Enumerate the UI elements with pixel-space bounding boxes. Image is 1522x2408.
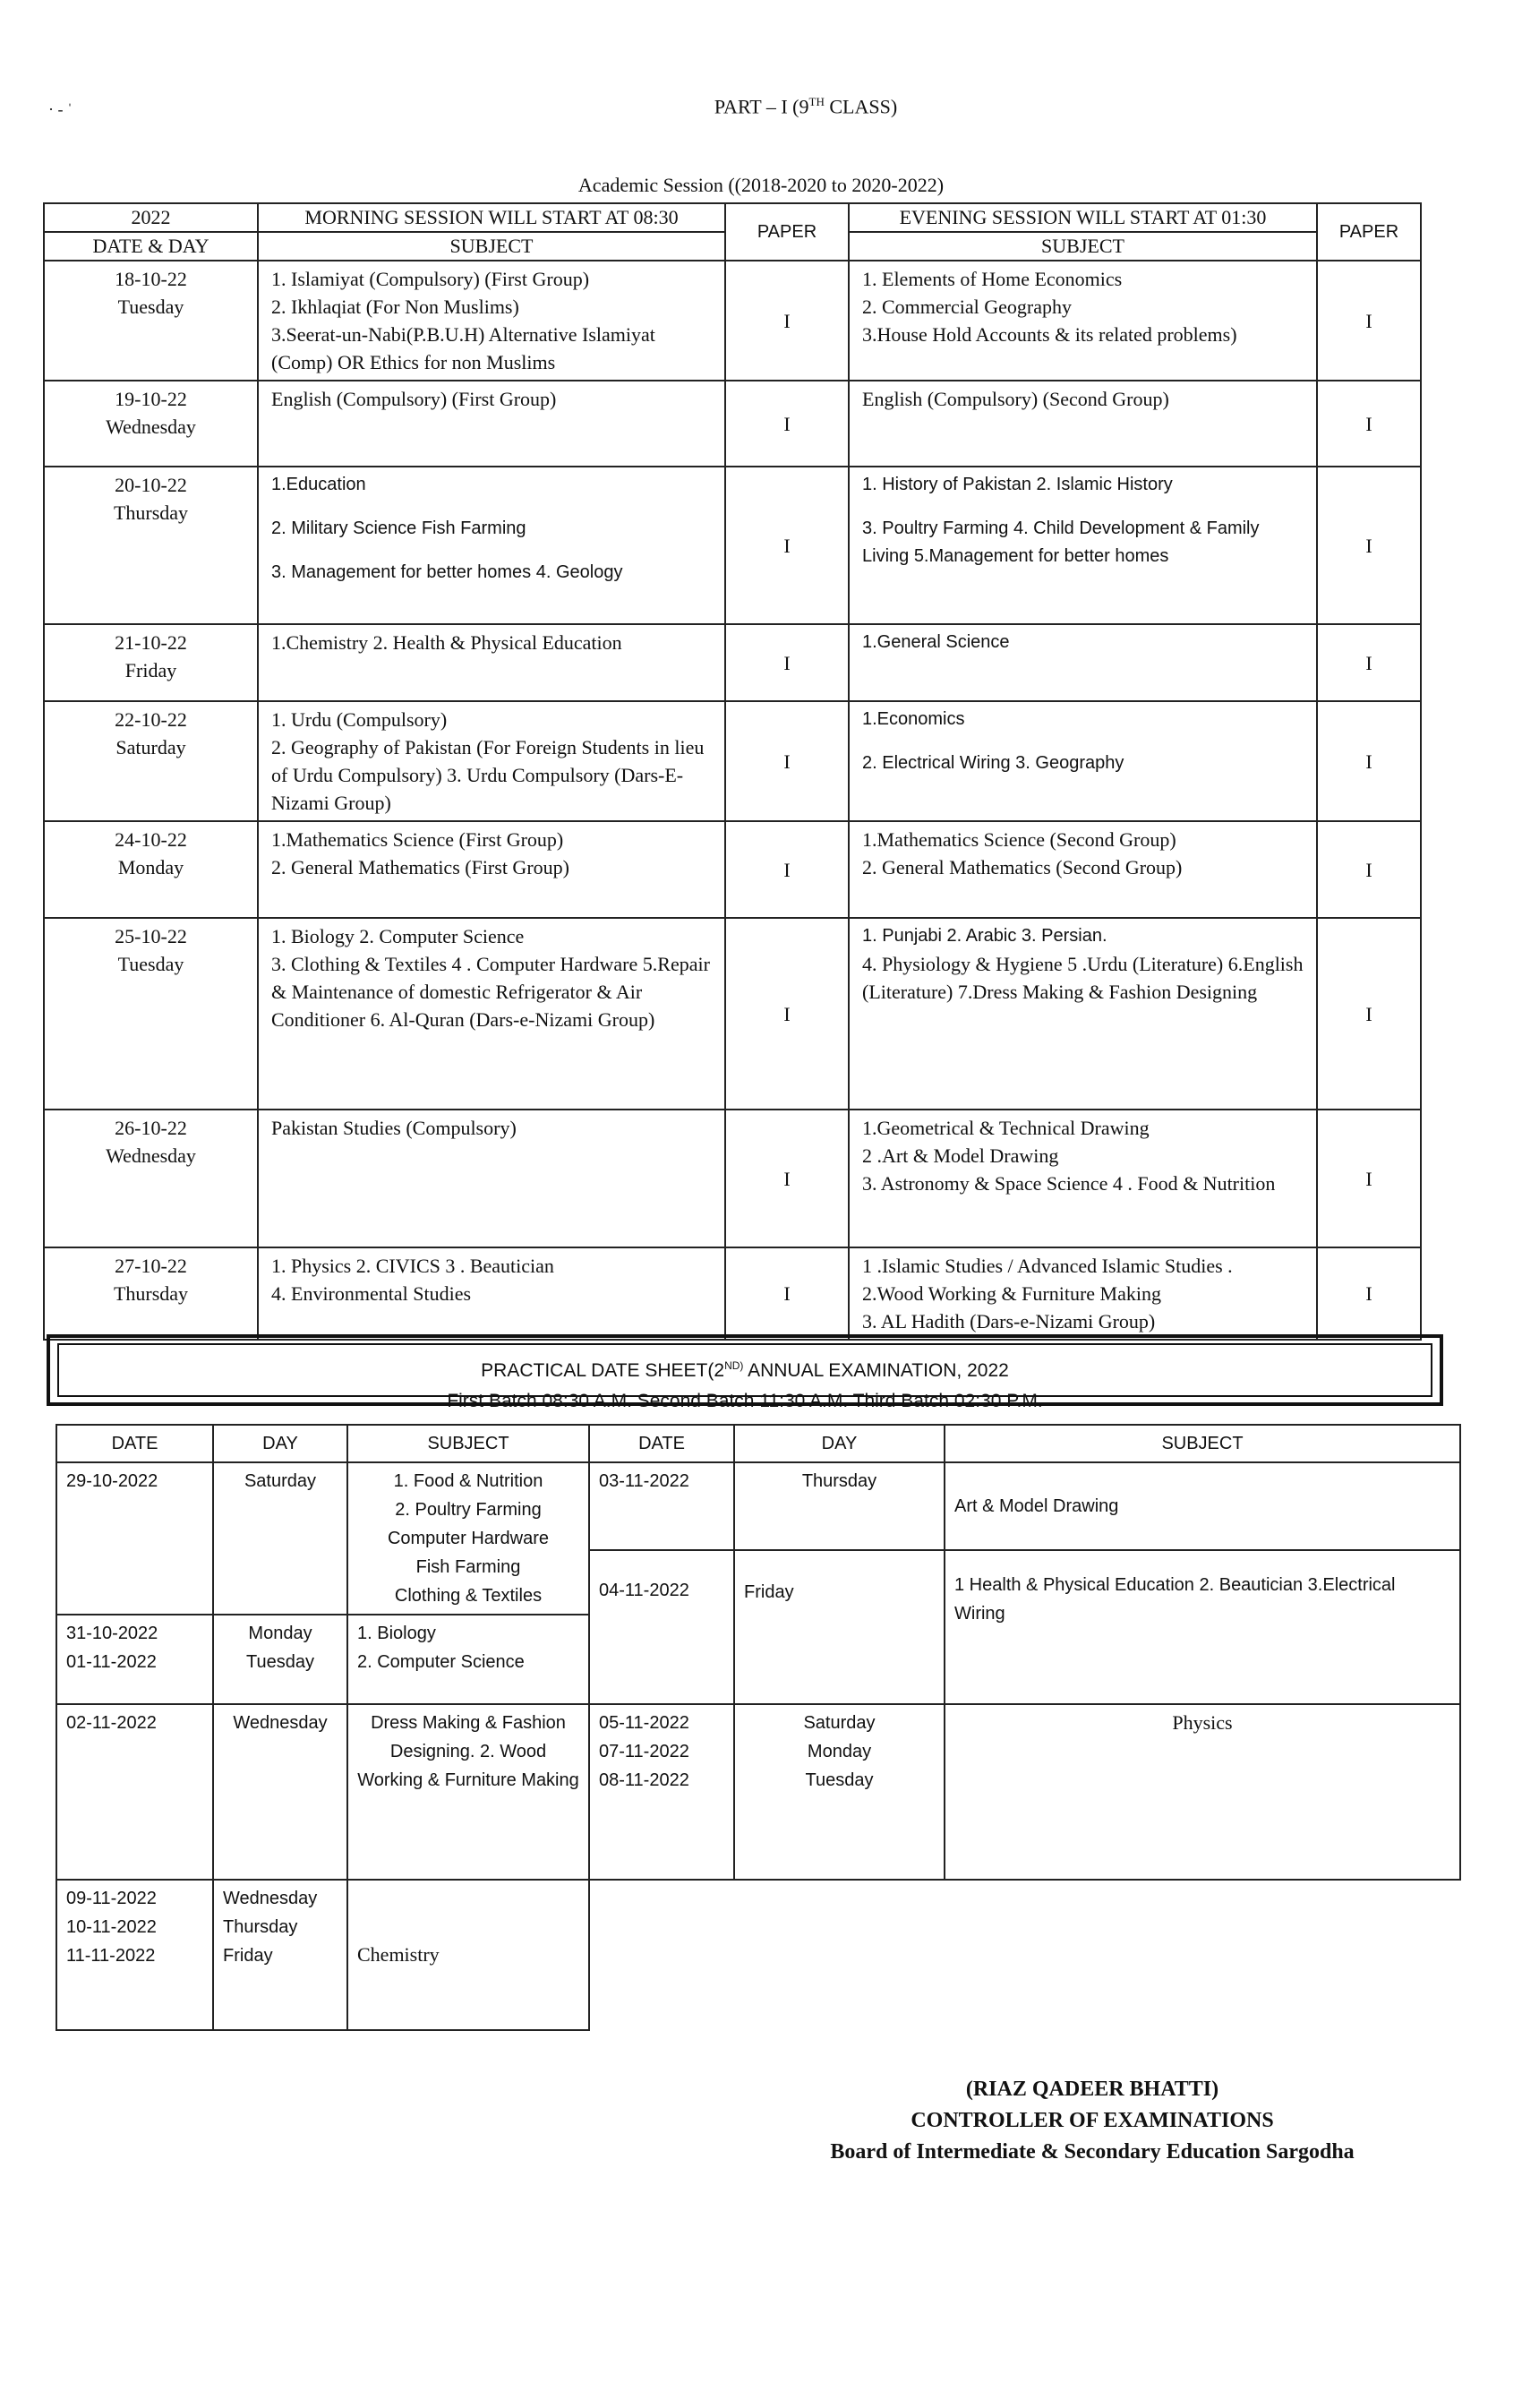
exam-date: 22-10-22 <box>115 708 187 731</box>
exam-date: 20-10-22 <box>115 474 187 496</box>
subject-line: 2. Ikhlaqiat (For Non Muslims) <box>271 296 519 318</box>
morning-session-header: MORNING SESSION WILL START AT 08:30 <box>258 203 725 232</box>
practical-subject-cell: Art & Model Drawing <box>945 1462 1460 1550</box>
practical-day-cell <box>213 1880 347 2030</box>
paper-cell: I <box>1317 701 1421 821</box>
exam-row <box>44 624 1421 701</box>
evening-subject-cell <box>849 261 1317 381</box>
practical-day-cell <box>213 1615 347 1704</box>
exam-row <box>44 701 1421 821</box>
date-header: DATE <box>589 1425 734 1462</box>
practical-subject-line: Fish Farming <box>415 1557 521 1577</box>
practical-subject-cell <box>347 1615 589 1704</box>
practical-date-line: 07-11-2022 <box>599 1742 689 1761</box>
controller-designation: CONTROLLER OF EXAMINATIONS <box>911 2109 1274 2132</box>
exam-date: 27-10-22 <box>115 1255 187 1277</box>
exam-date: 25-10-22 <box>115 925 187 947</box>
paper-cell: I <box>725 821 849 918</box>
subject-line: 3. Astronomy & Space Science 4 . Food & Nutrition <box>862 1172 1276 1195</box>
exam-day: Wednesday <box>106 416 196 438</box>
practical-date-line: 29-10-2022 <box>66 1471 158 1491</box>
morning-subject-cell <box>258 821 725 918</box>
exam-day: Saturday <box>115 736 186 758</box>
paper-cell: I <box>1317 624 1421 701</box>
subject-line: 1. History of Pakistan 2. Islamic History <box>862 475 1173 494</box>
practical-date-line: 02-11-2022 <box>66 1713 157 1733</box>
practical-subject-cell <box>347 1880 589 2030</box>
paper-header: PAPER <box>725 203 849 261</box>
exam-day: Tuesday <box>117 953 184 975</box>
evening-subject-cell <box>849 1247 1317 1340</box>
subject-line: English (Compulsory) (First Group) <box>271 388 557 410</box>
subject-line: 2. Commercial Geography <box>862 296 1072 318</box>
practical-date-line: 04-11-2022 <box>599 1581 689 1600</box>
subject-line: 3. Management for better homes 4. Geology <box>271 562 623 582</box>
exam-date: 21-10-22 <box>115 631 187 654</box>
paper-cell: I <box>725 918 849 1110</box>
subject-header: SUBJECT <box>945 1425 1460 1462</box>
practical-batch-times: First Batch 08:30 A.M. Second Batch 11:30 A.M. Third Batch 02:30 P.M. <box>447 1391 1043 1411</box>
paper-cell: I <box>1317 467 1421 624</box>
controller-name: (RIAZ QADEER BHATTI) <box>965 2078 1219 2101</box>
date-day-cell <box>44 1247 258 1340</box>
date-day-cell <box>44 701 258 821</box>
subject-line: 4. Physiology & Hygiene 5 .Urdu (Literature) 6.English (Literature) 7.Dress Making & Fashion Designing <box>862 953 1304 1003</box>
practical-date-line: 11-11-2022 <box>66 1946 156 1966</box>
subject-line: 2. General Mathematics (Second Group) <box>862 856 1183 878</box>
morning-subject-cell <box>258 467 725 624</box>
practical-date-cell <box>56 1704 213 1880</box>
practical-row <box>56 1880 1460 2030</box>
exam-date: 19-10-22 <box>115 388 187 410</box>
practical-day-line: Monday <box>248 1624 312 1643</box>
practical-day-cell <box>734 1462 945 1550</box>
practical-banner <box>47 1334 1443 1411</box>
signature-block <box>627 2074 1522 2168</box>
morning-subject-cell <box>258 1247 725 1340</box>
subject-line: 1.Mathematics Science (First Group) <box>271 828 564 851</box>
empty-area <box>589 1880 1460 2030</box>
practical-subject-line: Computer Hardware <box>387 1529 550 1548</box>
exam-row <box>44 467 1421 624</box>
evening-subject-cell <box>849 821 1317 918</box>
practical-day-cell <box>213 1704 347 1880</box>
exam-day: Wednesday <box>106 1144 196 1167</box>
date-day-cell <box>44 821 258 918</box>
subject-line: 1. Islamiyat (Compulsory) (First Group) <box>271 268 590 290</box>
practical-date-cell <box>589 1550 734 1704</box>
subject-line: 1. Elements of Home Economics <box>862 268 1123 290</box>
morning-subject-cell <box>258 1110 725 1247</box>
practical-date-line: 09-11-2022 <box>66 1889 157 1908</box>
evening-subject-cell <box>849 381 1317 467</box>
date-day-header: DATE & DAY <box>44 232 258 261</box>
practical-day-line: Wednesday <box>223 1889 318 1908</box>
morning-subject-cell <box>258 918 725 1110</box>
practical-subject-line: Dress Making & Fashion Designing. 2. Wood Working & Furniture Making <box>357 1713 579 1790</box>
date-header: DATE <box>56 1425 213 1462</box>
practical-day-cell <box>734 1704 945 1880</box>
subject-line: 2. Geography of Pakistan (For Foreign Students in lieu of Urdu Compulsory) 3. Urdu Compulsory (Dars-E-Nizami Group) <box>271 736 705 814</box>
subject-header: SUBJECT <box>849 232 1317 261</box>
subject-line: 1. Physics 2. CIVICS 3 . Beautician <box>271 1255 554 1277</box>
evening-subject-cell <box>849 1110 1317 1247</box>
date-day-cell <box>44 1110 258 1247</box>
practical-subject-line: 2. Computer Science <box>357 1652 525 1672</box>
subject-line: 1.General Science <box>862 632 1010 652</box>
practical-date-line: 10-11-2022 <box>66 1917 157 1937</box>
scan-mark: · ‐ ˈ <box>48 100 73 118</box>
practical-subject-cell <box>347 1704 589 1880</box>
subject-line: 1. Punjabi 2. Arabic 3. Persian. <box>862 926 1107 946</box>
subject-line: 1. Urdu (Compulsory) <box>271 708 448 731</box>
date-day-cell <box>44 624 258 701</box>
practical-day-cell <box>213 1462 347 1615</box>
subject-line: 2. Electrical Wiring 3. Geography <box>862 753 1124 773</box>
practical-subject-cell: 1 Health & Physical Education 2. Beautician 3.Electrical Wiring <box>945 1550 1460 1704</box>
exam-row <box>44 381 1421 467</box>
exam-day: Friday <box>124 659 177 681</box>
subject-line: 1.Mathematics Science (Second Group) <box>862 828 1176 851</box>
exam-row <box>44 1110 1421 1247</box>
exam-date: 26-10-22 <box>115 1117 187 1139</box>
practical-day-line: Monday <box>807 1742 872 1761</box>
practical-subject-line: 2. Poultry Farming <box>395 1500 542 1520</box>
date-day-cell <box>44 381 258 467</box>
practical-date-cell <box>589 1462 734 1550</box>
subject-line: 2. General Mathematics (First Group) <box>271 856 569 878</box>
paper-cell: I <box>725 1110 849 1247</box>
paper-cell: I <box>1317 261 1421 381</box>
day-header: DAY <box>734 1425 945 1462</box>
subject-line: 4. Environmental Studies <box>271 1282 472 1305</box>
practical-row <box>56 1462 1460 1550</box>
paper-cell: I <box>1317 381 1421 467</box>
practical-date-cell <box>56 1880 213 2030</box>
subject-header: SUBJECT <box>347 1425 589 1462</box>
paper-cell: I <box>725 261 849 381</box>
subject-header: SUBJECT <box>258 232 725 261</box>
subject-line: 2. Military Science Fish Farming <box>271 518 526 538</box>
exam-date: 24-10-22 <box>115 828 187 851</box>
date-day-cell <box>44 918 258 1110</box>
subject-line: 3. Clothing & Textiles 4 . Computer Hardware 5.Repair & Maintenance of domestic Refrigerator & Air Conditioner 6. Al-Quran (Dars-e-Nizami Group) <box>271 953 710 1031</box>
exam-row <box>44 1247 1421 1340</box>
subject-line: 3. Poultry Farming 4. Child Development & Family Living 5.Management for better homes <box>862 518 1260 566</box>
paper-cell: I <box>1317 1247 1421 1340</box>
practical-row <box>56 1704 1460 1880</box>
practical-day-line: Tuesday <box>246 1652 314 1672</box>
practical-day-line: Saturday <box>803 1713 876 1733</box>
subject-line: 3.House Hold Accounts & its related problems) <box>862 323 1237 346</box>
practical-day-line: Friday <box>223 1946 273 1966</box>
practical-date-line: 03-11-2022 <box>599 1471 689 1491</box>
date-day-cell <box>44 467 258 624</box>
exam-row <box>44 261 1421 381</box>
exam-date: 18-10-22 <box>115 268 187 290</box>
practical-subject-cell <box>347 1462 589 1615</box>
practical-date-line: 31-10-2022 <box>66 1624 158 1643</box>
morning-subject-cell <box>258 701 725 821</box>
subject-line: Pakistan Studies (Compulsory) <box>271 1117 517 1139</box>
practical-date-cell <box>56 1615 213 1704</box>
practical-day-line: Saturday <box>244 1471 317 1491</box>
year-header: 2022 <box>44 203 258 232</box>
practical-subject-cell: Physics <box>945 1704 1460 1880</box>
exam-row <box>44 918 1421 1110</box>
practical-date-cell <box>56 1462 213 1615</box>
practical-date-line: 05-11-2022 <box>599 1713 689 1733</box>
exam-day: Tuesday <box>117 296 184 318</box>
practical-subject-line: 1. Biology <box>357 1624 436 1643</box>
practical-date-sheet-table <box>56 1424 1461 2031</box>
practical-subject-line: Clothing & Textiles <box>394 1586 543 1606</box>
subject-line: 3.Seerat-un-Nabi(P.B.U.H) Alternative Islamiyat (Comp) OR Ethics for non Muslims <box>271 323 655 373</box>
practical-day-cell <box>734 1550 945 1704</box>
morning-subject-cell <box>258 261 725 381</box>
paper-cell: I <box>1317 1110 1421 1247</box>
practical-banner-title: PRACTICAL DATE $SHEET(2^{ND)}$ ANNUAL EXAMINATION, 2022 <box>481 1359 1009 1381</box>
paper-cell: I <box>725 624 849 701</box>
practical-day-line: Wednesday <box>233 1713 328 1733</box>
paper-cell: I <box>725 701 849 821</box>
practical-day-line: Friday <box>744 1582 794 1602</box>
morning-subject-cell <box>258 624 725 701</box>
practical-date-cell <box>589 1704 734 1880</box>
subject-line: 1. Biology 2. Computer Science <box>271 925 525 947</box>
academic-session: Academic Session ((2018-2020 to 2020-2022) <box>577 174 945 196</box>
morning-subject-cell <box>258 381 725 467</box>
subject-line: 1.Geometrical & Technical Drawing <box>862 1117 1150 1139</box>
subject-line: 2 .Art & Model Drawing <box>862 1144 1059 1167</box>
subject-line: 1.Education <box>271 475 366 494</box>
date-day-cell <box>44 261 258 381</box>
board-name: Board of Intermediate & Secondary Education Sargodha <box>830 2140 1355 2164</box>
paper-cell: I <box>1317 821 1421 918</box>
practical-day-line: Tuesday <box>805 1770 874 1790</box>
exam-day: Monday <box>117 856 184 878</box>
subject-line: 1 .Islamic Studies / Advanced Islamic Studies . <box>862 1255 1233 1277</box>
paper-cell: I <box>725 467 849 624</box>
practical-subject-line: Chemistry <box>357 1943 440 1966</box>
page-title: PART – I (9TH CLASS) <box>714 95 898 118</box>
evening-subject-cell <box>849 701 1317 821</box>
paper-header: PAPER <box>1317 203 1421 261</box>
evening-subject-cell <box>849 624 1317 701</box>
evening-subject-cell <box>849 918 1317 1110</box>
evening-subject-cell <box>849 467 1317 624</box>
practical-date-line: 01-11-2022 <box>66 1652 157 1672</box>
day-header: DAY <box>213 1425 347 1462</box>
subject-line: 2.Wood Working & Furniture Making <box>862 1282 1161 1305</box>
evening-session-header: EVENING SESSION WILL START AT 01:30 <box>849 203 1317 232</box>
exam-row <box>44 821 1421 918</box>
paper-cell: I <box>725 381 849 467</box>
subject-line: 1.Chemistry 2. Health & Physical Education <box>271 631 622 654</box>
exam-day: Thursday <box>113 501 189 524</box>
practical-date-line: 08-11-2022 <box>599 1770 689 1790</box>
subject-line: English (Compulsory) (Second Group) <box>862 388 1169 410</box>
theory-date-sheet-table <box>43 202 1422 1341</box>
practical-subject-line: 1. Food & Nutrition <box>393 1471 543 1491</box>
practical-day-line: Thursday <box>801 1471 877 1491</box>
practical-day-line: Thursday <box>223 1917 298 1937</box>
exam-day: Thursday <box>113 1282 189 1305</box>
subject-line: 1.Economics <box>862 709 965 729</box>
subject-line: 3. AL Hadith (Dars-e-Nizami Group) <box>862 1310 1156 1333</box>
paper-cell: I <box>725 1247 849 1340</box>
paper-cell: I <box>1317 918 1421 1110</box>
